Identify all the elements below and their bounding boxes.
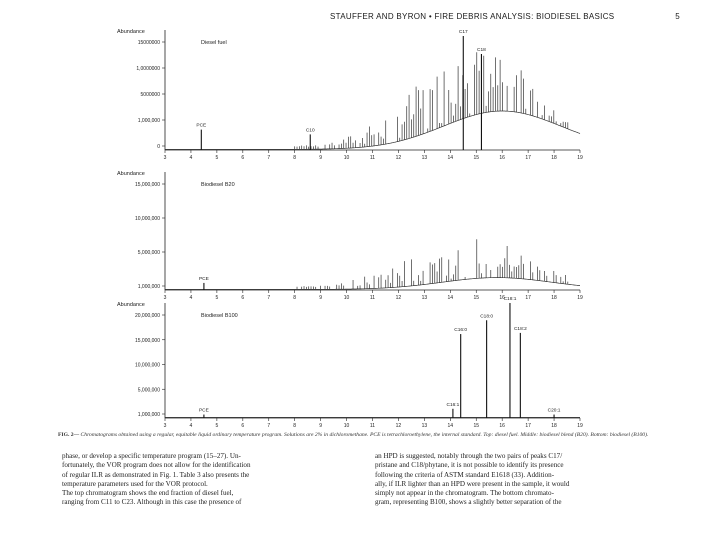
x-tick-label: 7 (267, 155, 271, 161)
panel-title: Biodiesel B100 (201, 313, 238, 319)
x-tick-label: 19 (577, 155, 583, 161)
figure-label: FIG. 2— (58, 432, 80, 438)
x-tick-label: 3 (163, 295, 167, 301)
y-tick-label: 1,000,000 (137, 118, 160, 124)
body-line: following the criteria of ASTM standard E1618 (33). Addition- (375, 470, 555, 479)
body-line: of regular ILR as demonstrated in Fig. 1. Table 3 also presents the (62, 470, 250, 479)
body-line: simply not appear in the chromatogram. The bottom chromato- (375, 489, 554, 498)
peak-label: C18:0 (480, 314, 494, 320)
x-tick-label: 13 (421, 295, 428, 301)
body-line: gram, representing B100, shows a slightly better separation of the (375, 498, 562, 507)
body-line: fortunately, the VOR program does not allow for the identification (62, 461, 251, 470)
x-tick-label: 11 (369, 155, 376, 161)
page-number: 5 (675, 12, 680, 21)
y-tick-label: 15000000 (137, 40, 160, 46)
x-tick-label: 9 (319, 423, 323, 429)
x-tick-label: 12 (395, 423, 402, 429)
body-line: pristane and C18/phytane, it is not possible to identify its presence (375, 461, 564, 470)
x-tick-label: 17 (525, 423, 531, 429)
x-tick-label: 6 (241, 423, 245, 429)
x-tick-label: 10 (343, 155, 350, 161)
x-tick-label: 16 (499, 295, 505, 301)
y-axis-label: Abundance (117, 302, 145, 308)
x-tick-label: 14 (447, 295, 454, 301)
y-axis-label: Abundance (117, 29, 145, 35)
x-tick-label: 5 (215, 423, 219, 429)
panel-title: Diesel fuel (201, 40, 227, 46)
y-tick-label: 15,000,000 (134, 182, 160, 188)
x-tick-label: 7 (267, 423, 271, 429)
body-column-right (375, 452, 667, 508)
baseline-trace (165, 278, 580, 290)
x-tick-label: 8 (293, 155, 297, 161)
x-tick-label: 8 (293, 423, 297, 429)
peak-label: C18:1 (503, 297, 517, 302)
x-tick-label: 6 (241, 155, 245, 161)
y-tick-label: 5,000,000 (137, 387, 160, 394)
x-tick-label: 11 (369, 423, 376, 429)
peak-label: C20:1 (547, 408, 561, 414)
x-tick-label: 5 (215, 155, 219, 161)
x-tick-label: 10 (343, 423, 350, 429)
x-tick-label: 14 (447, 423, 454, 429)
chromatogram-panel-2 (117, 171, 583, 301)
x-tick-label: 16 (499, 423, 505, 429)
x-tick-label: 19 (577, 423, 583, 429)
y-tick-label: 1,0000000 (136, 66, 160, 72)
peak-label: C17 (458, 30, 468, 35)
x-tick-label: 19 (577, 295, 583, 301)
x-tick-label: 9 (319, 155, 323, 161)
x-tick-label: 3 (163, 423, 167, 429)
peak-label: C16:1 (446, 402, 460, 408)
x-tick-label: 4 (189, 155, 193, 161)
y-tick-label: 20,000,000 (134, 313, 160, 319)
x-tick-label: 13 (421, 155, 428, 161)
x-tick-label: 10 (343, 295, 350, 301)
x-tick-label: 12 (395, 155, 402, 161)
x-tick-label: 15 (473, 155, 480, 161)
peak-label: C18 (477, 48, 486, 53)
x-tick-label: 15 (473, 295, 480, 301)
body-line: ally, if ILR lighter than an HPD were present in the sample, it would (375, 479, 570, 488)
x-tick-label: 5 (215, 295, 219, 301)
peak-label: PCE (198, 408, 209, 414)
body-line: The top chromatogram shows the end fraction of diesel fuel, (62, 489, 234, 498)
peak-label: C10 (305, 128, 315, 134)
chromatogram-panel-1 (117, 29, 583, 161)
y-tick-label: 10,000,000 (134, 216, 160, 222)
x-tick-label: 13 (421, 423, 428, 429)
panel-title: Biodiesel B20 (201, 182, 235, 188)
x-tick-label: 12 (395, 295, 402, 301)
body-line: an HPD is suggested, notably through the two pairs of peaks C17/ (375, 452, 563, 460)
x-tick-label: 18 (551, 295, 557, 301)
y-tick-label: 1,000,000 (137, 284, 160, 290)
x-tick-label: 3 (163, 155, 167, 161)
x-tick-label: 6 (241, 295, 245, 301)
baseline-trace (165, 111, 580, 149)
y-tick-label: 5,000,000 (137, 250, 160, 256)
body-line: temperature parameters used for the VOR protocol. (62, 479, 208, 488)
x-tick-label: 17 (525, 155, 531, 161)
y-tick-label: 1,000,000 (137, 412, 160, 418)
x-tick-label: 18 (551, 155, 557, 161)
body-line: phase, or develop a specific temperature program (15–27). Un- (62, 452, 241, 460)
peak-label: C16:0 (454, 328, 468, 334)
x-tick-label: 4 (189, 423, 193, 429)
y-tick-label: 5000000 (140, 92, 160, 98)
x-tick-label: 11 (369, 295, 376, 301)
y-axis-label: Abundance (117, 171, 145, 177)
body-column-left (62, 452, 354, 508)
y-tick-label: 0 (157, 144, 160, 150)
body-line: ranging from C11 to C23. Although in this case the presence of (62, 498, 242, 507)
figure-caption (58, 432, 664, 439)
x-tick-label: 4 (189, 295, 193, 301)
x-tick-label: 9 (319, 295, 323, 301)
x-tick-label: 16 (499, 155, 505, 161)
y-tick-label: 15,000,000 (134, 337, 160, 344)
peak-label: PCE (198, 276, 209, 282)
caption-text: Chromatograms obtained using a regular, equitable liquid ordinary temperature program. Solutions are 2% in dichloromethane. PCE is tetrachloroethylene, the internal standard. Top: diesel fuel. Middle: biodiesel blend (B20). Bottom: biodiesel (B100). (80, 432, 649, 438)
x-tick-label: 18 (551, 423, 557, 429)
running-title: STAUFFER AND BYRON • FIRE DEBRIS ANALYSIS: BIODIESEL BASICS (330, 12, 615, 21)
peak-label: C18:2 (513, 326, 527, 332)
x-tick-label: 8 (293, 295, 297, 301)
peak-label: PCE (196, 123, 207, 129)
x-tick-label: 15 (473, 423, 480, 429)
x-tick-label: 7 (267, 295, 271, 301)
y-tick-label: 10,000,000 (134, 362, 160, 369)
chromatogram-panel-3 (117, 296, 583, 429)
x-tick-label: 17 (525, 295, 531, 301)
x-tick-label: 14 (447, 155, 454, 161)
